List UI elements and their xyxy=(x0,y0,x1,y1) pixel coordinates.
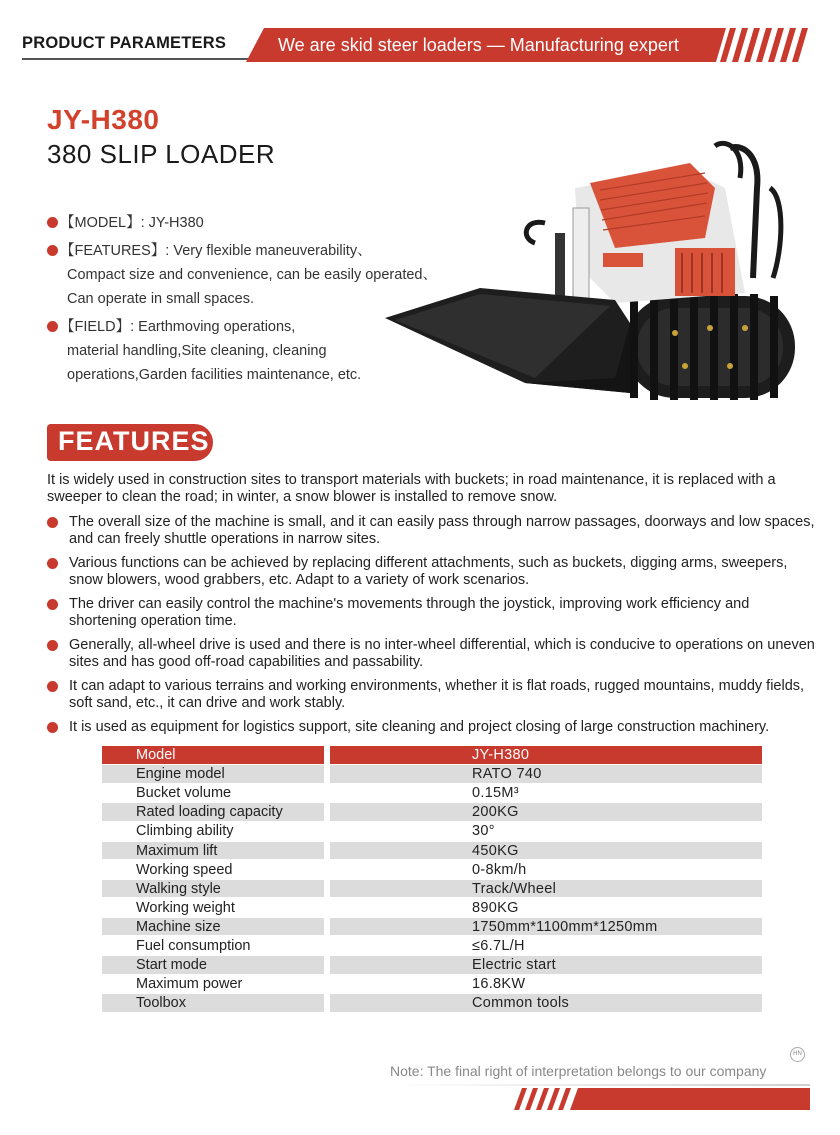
table-cell-label: Walking style xyxy=(102,880,324,898)
table-row xyxy=(102,956,762,974)
table-cell-value: ≤6.7L/H xyxy=(472,938,525,954)
table-row xyxy=(102,899,762,917)
list-item: The driver can easily control the machine's movements through the joystick, improving work efficiency and shortening operation time. xyxy=(47,596,817,630)
brand-badge-icon: HN xyxy=(790,1047,805,1062)
footer-stripes-decoration xyxy=(514,1088,810,1110)
bullet-icon xyxy=(47,245,58,256)
table-cell-label: Rated loading capacity xyxy=(102,803,324,821)
header-underline xyxy=(22,58,252,60)
table-cell-label: Start mode xyxy=(102,956,324,974)
bullet-icon xyxy=(47,681,58,692)
section-label: PRODUCT PARAMETERS xyxy=(22,34,227,52)
table-cell-value: 16.8KW xyxy=(472,976,526,993)
table-cell-label: Maximum lift xyxy=(102,842,324,860)
table-row xyxy=(102,994,762,1012)
product-subtitle: 380 SLIP LOADER xyxy=(47,139,276,169)
list-item: Various functions can be achieved by replacing different attachments, such as buckets, digging arms, sweepers, snow blowers, wood grabbers, etc. Adapt to a variety of work scenarios. xyxy=(47,555,817,589)
table-row xyxy=(102,937,762,955)
bullet-icon xyxy=(47,558,58,569)
header-banner-text: We are skid steer loaders — Manufacturing expert xyxy=(278,35,679,55)
table-cell-value: Track/Wheel xyxy=(330,880,762,898)
table-row xyxy=(102,822,762,840)
table-cell-value: 30° xyxy=(472,823,495,840)
bullet-icon xyxy=(47,599,58,610)
table-row xyxy=(102,918,762,936)
bullet-icon xyxy=(47,722,58,733)
table-cell-value: 0-8km/h xyxy=(472,861,527,878)
bullet-icon xyxy=(47,321,58,332)
table-cell-label: Bucket volume xyxy=(136,785,232,802)
list-item: Generally, all-wheel drive is used and there is no inter-wheel differential, which is conducive to operations on uneven sites and has good off-road capabilities and passability. xyxy=(47,637,817,671)
table-cell-label: Working weight xyxy=(136,899,235,916)
header-stripes-decoration xyxy=(718,28,812,62)
spec-features: 【FEATURES】: Very flexible maneuverability、 Compact size and convenience, can be easily operated、 Can operate in small spaces. xyxy=(47,239,437,311)
bullet-icon xyxy=(47,640,58,651)
spec-model: 【MODEL】: JY-H380 xyxy=(47,211,204,235)
table-cell-label: Machine size xyxy=(102,918,324,936)
table-cell-value: 200KG xyxy=(330,803,762,821)
table-cell-value: 0.15M³ xyxy=(472,785,519,802)
table-header-row xyxy=(102,746,762,764)
table-cell-value: 450KG xyxy=(330,842,762,860)
table-cell-label: Maximum power xyxy=(136,976,243,993)
bullet-icon xyxy=(47,517,58,528)
table-cell-label: Engine model xyxy=(102,765,324,783)
table-cell-value: 890KG xyxy=(472,899,519,916)
spec-field: 【FIELD】: Earthmoving operations, material handling,Site cleaning, cleaning operations,Garden facilities maintenance, etc. xyxy=(47,315,361,387)
table-cell-value: JY-H380 xyxy=(330,746,762,764)
table-row xyxy=(102,803,762,821)
table-row xyxy=(102,784,762,802)
bullet-icon xyxy=(47,217,58,228)
table-cell-label: Climbing ability xyxy=(136,823,234,840)
features-list xyxy=(47,514,817,743)
table-cell-value: Electric start xyxy=(330,956,762,974)
list-item: It is used as equipment for logistics support, site cleaning and project closing of large construction machinery. xyxy=(47,719,817,736)
table-cell-value: Common tools xyxy=(330,994,762,1012)
table-cell-label: Fuel consumption xyxy=(136,938,251,954)
table-row xyxy=(102,842,762,860)
table-row xyxy=(102,861,762,879)
features-heading: FEATURES xyxy=(58,426,210,456)
table-cell-label: Working speed xyxy=(136,861,233,878)
table-row xyxy=(102,765,762,783)
table-cell-label: Model xyxy=(102,746,324,764)
table-row xyxy=(102,975,762,993)
table-cell-value: RATO 740 xyxy=(330,765,762,783)
features-intro: It is widely used in construction sites to transport materials with buckets; in road maintenance, it is replaced with a sweeper to clean the road; in winter, a snow blower is installed to remove snow. xyxy=(47,472,776,505)
list-item: The overall size of the machine is small, and it can easily pass through narrow passages, doorways and low spaces, and can freely shuttle operations in narrow sites. xyxy=(47,514,817,548)
footer-note: Note: The final right of interpretation belongs to our company xyxy=(390,1063,767,1079)
list-item: It can adapt to various terrains and working environments, whether it is flat roads, rugged mountains, muddy fields, soft sand, etc., it can drive and work stably. xyxy=(47,678,817,712)
table-cell-value: 1750mm*1100mm*1250mm xyxy=(330,918,762,936)
table-row xyxy=(102,880,762,898)
skid-steer-loader-image xyxy=(385,128,810,408)
table-cell-label: Toolbox xyxy=(102,994,324,1012)
product-model-title: JY-H380 xyxy=(47,104,160,135)
footer-divider xyxy=(390,1084,810,1086)
